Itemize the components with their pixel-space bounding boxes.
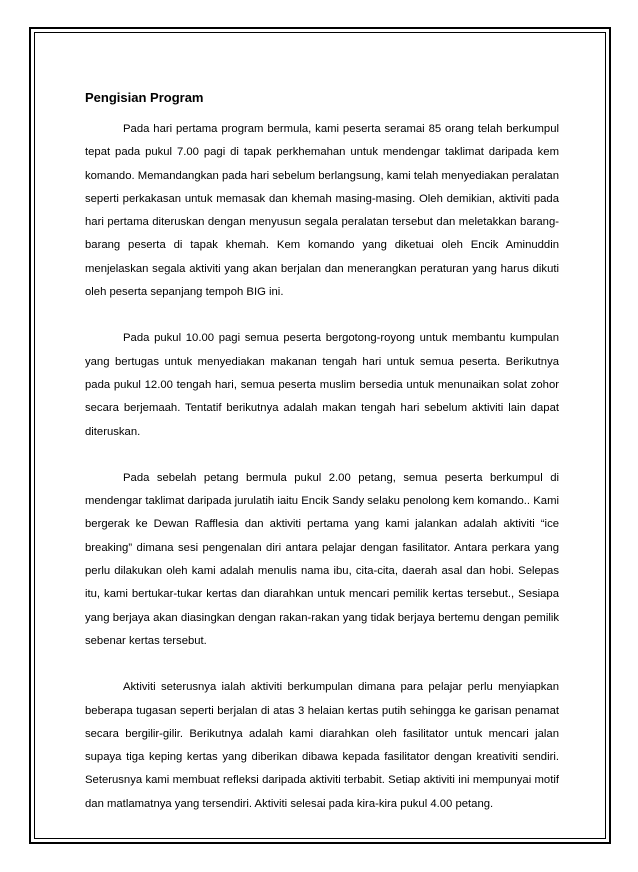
document-body [85,88,559,839]
paragraph-first-day-morning: Pada hari pertama program bermula, kami peserta seramai 85 orang telah berkumpul tepat pada pukul 7.00 pagi di tapak perkhemahan untuk mendengar taklimat daripada kem komando. Memandangkan pada hari sebelum berlangsung, kami telah menyediakan peralatan seperti perkakasan untuk memasak dan khemah masing-masing. Oleh demikian, aktiviti pada hari pertama diteruskan dengan menyusun segala peralatan tersebut dan meletakkan barang-barang peserta di tapak khemah. Kem komando yang diketuai oleh Encik Aminuddin menjelaskan segala aktiviti yang akan berjalan dan menerangkan peraturan yang harus dikuti oleh peserta sepanjang tempoh BIG ini. [85,123,559,299]
paragraph-afternoon: Pada sebelah petang bermula pukul 2.00 petang, semua peserta berkumpul di mendengar taklimat daripada jurulatih iaitu Encik Sandy selaku penolong kem komando.. Kami bergerak ke Dewan Rafflesia dan aktiviti pertama yang kami jalankan adalah aktiviti “ice breaking” dimana sesi pengenalan diri antara pelajar dengan fasilitator. Antara perkara yang perlu dilakukan oleh kami adalah menulis nama ibu, cita-cita, daerah asal dan hobi. Selepas itu, kami bertukar-tukar kertas dan diarahkan untuk mencari pemilik kertas tersebut., Sesiapa yang berjaya akan diasingkan dengan rakan-rakan yang tidak berjaya bertemu dengan pemilik sebenar kertas tersebut. [85,471,559,647]
paragraph-midday: Pada pukul 10.00 pagi semua peserta bergotong-royong untuk membantu kumpulan yang bertugas untuk menyediakan makanan tengah hari untuk semua peserta. Berikutnya pada pukul 12.00 tengah hari, semua peserta muslim bersedia untuk menunaikan solat zohor secara berjemaah. Tentatif berikutnya adalah makan tengah hari sebelum aktiviti lain dapat diteruskan. [85,332,559,438]
paragraph-group-activities: Aktiviti seterusnya ialah aktiviti berkumpulan dimana para pelajar perlu menyiapkan beberapa tugasan seperti berjalan di atas 3 helaian kertas putih sehingga ke garisan penamat secara bergilir-gilir. Berikutnya adalah kami diarahkan oleh fasilitator untuk mencari jalan supaya tiga keping kertas yang diberikan dibawa kepada fasilitator dengan kreativiti sendiri. Seterusnya kami membuat refleksi daripada aktiviti terbabit. Setiap aktiviti ini mempunyai motif dan matlamatnya yang tersendiri. Aktiviti selesai pada kira-kira pukul 4.00 petang. [85,681,559,810]
section-heading: Pengisian Program [85,90,204,105]
